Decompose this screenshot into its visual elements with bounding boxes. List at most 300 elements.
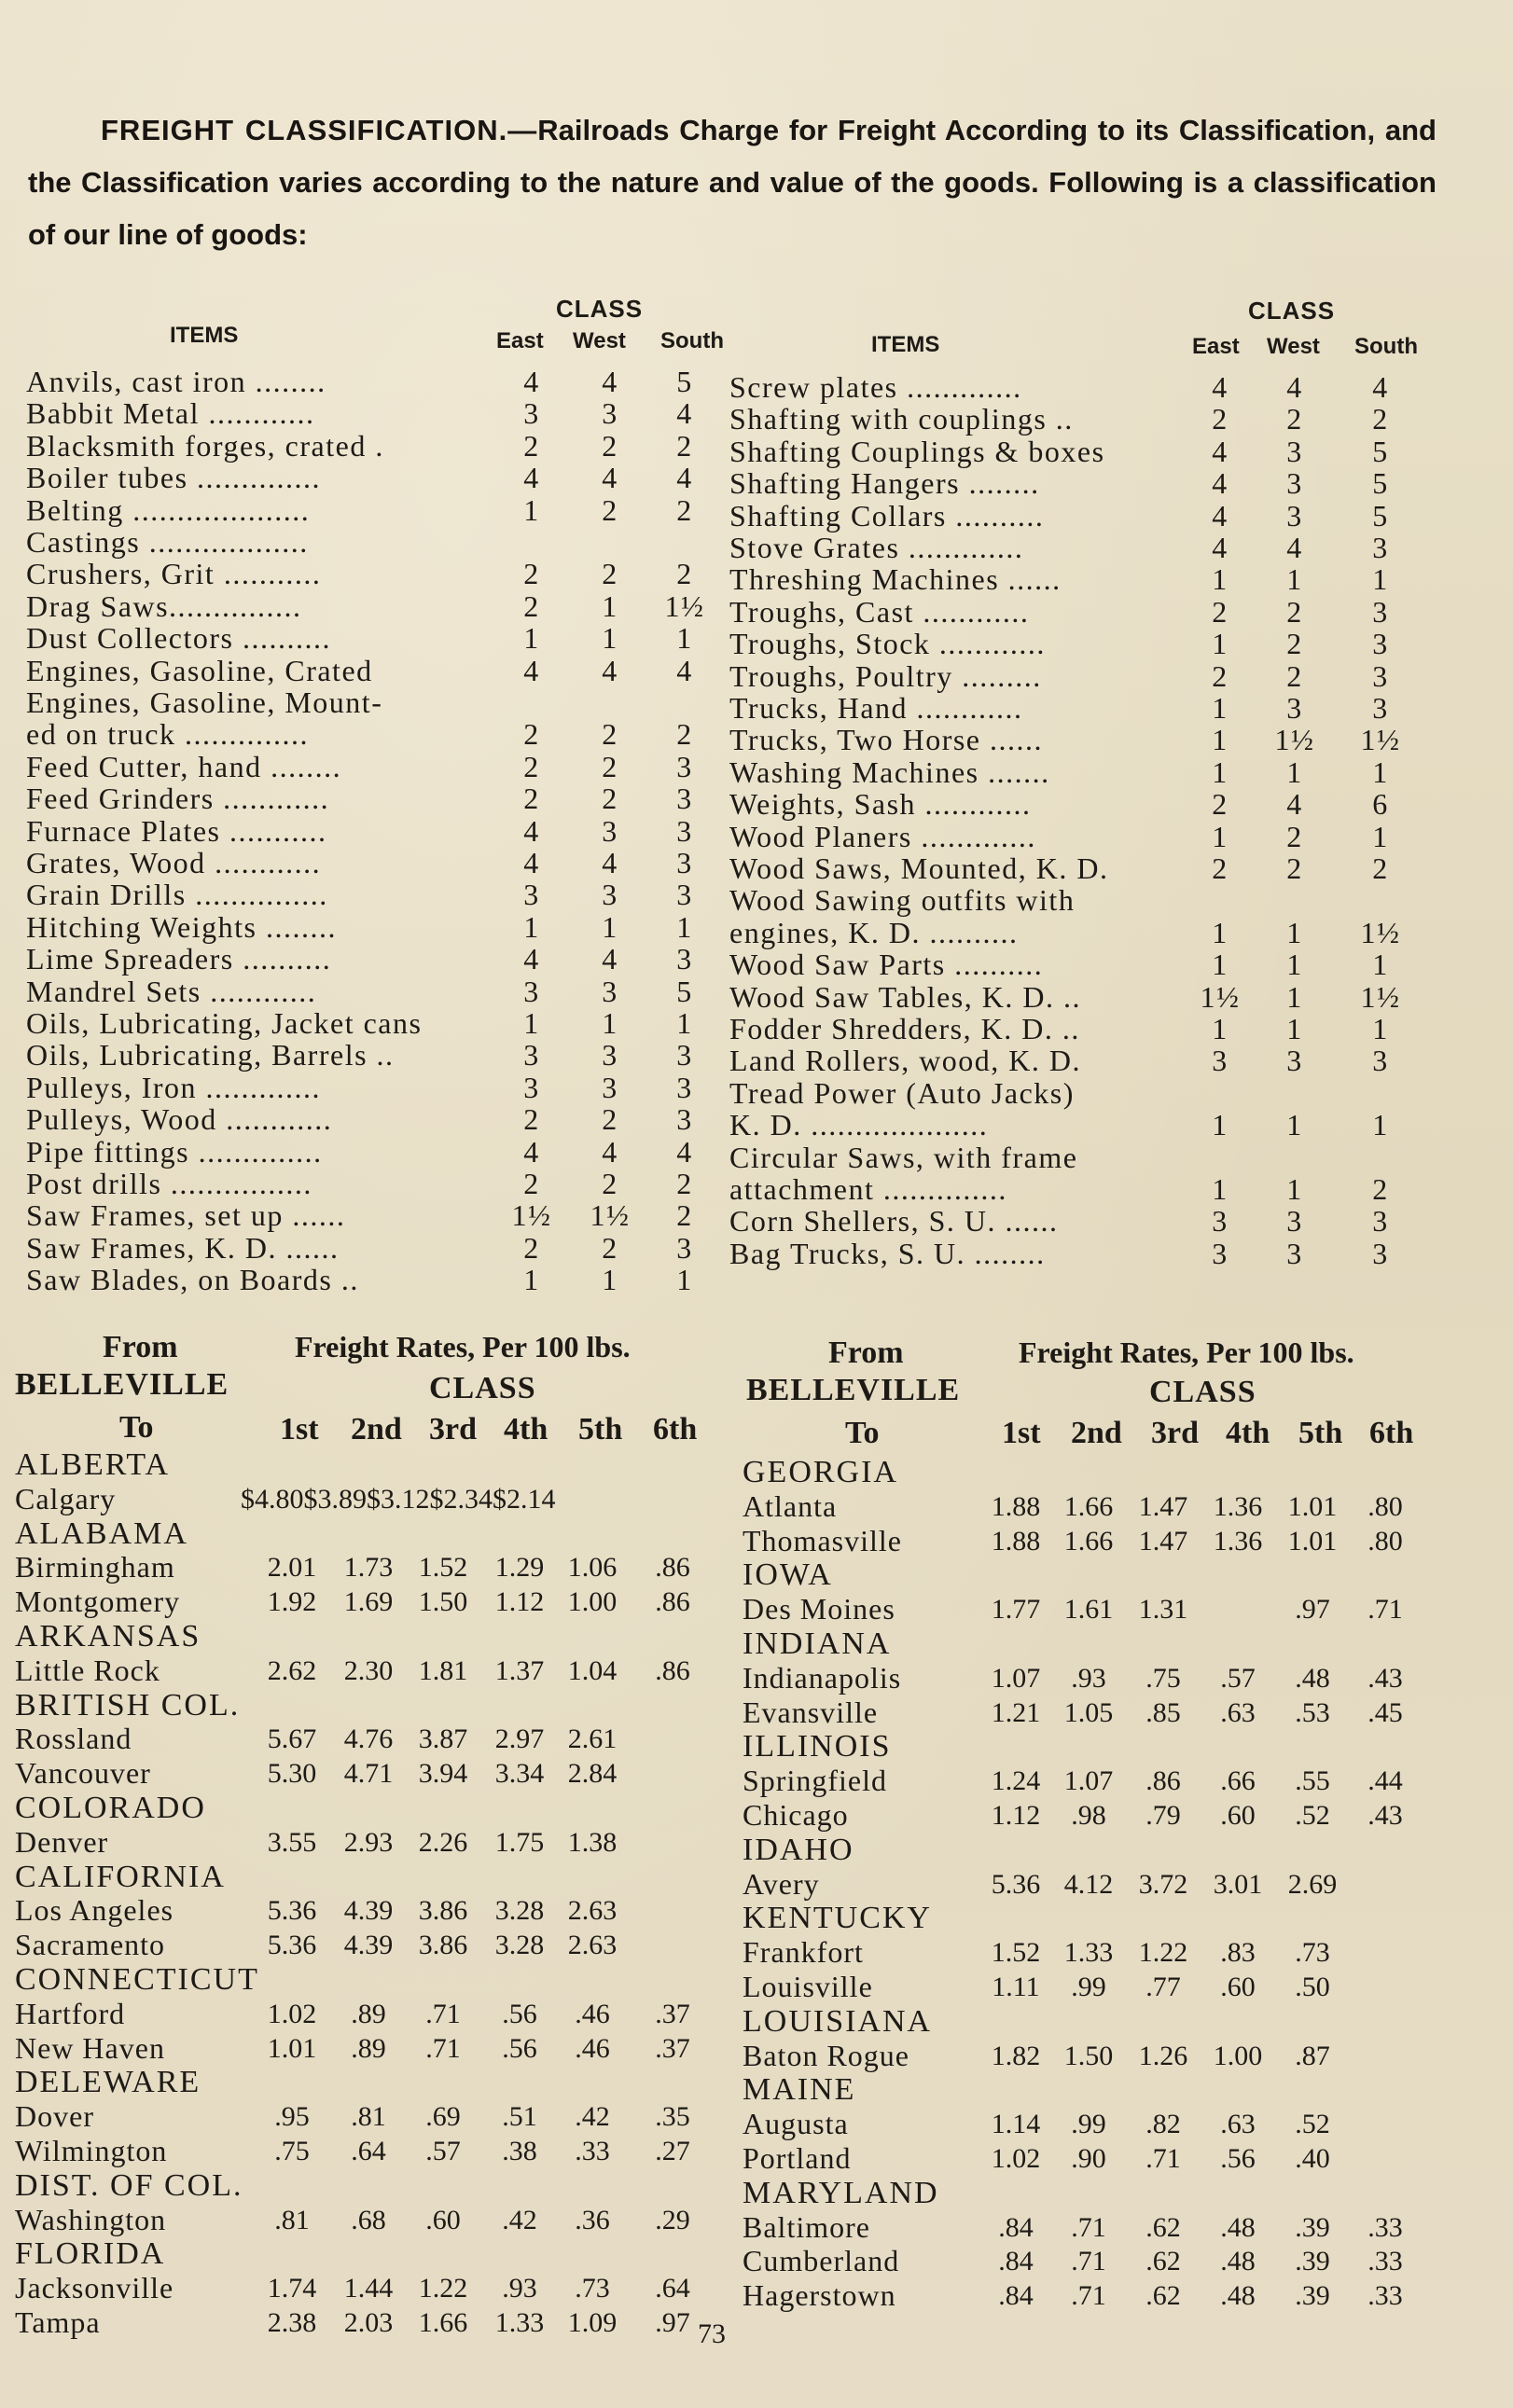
state-heading: ALABAMA bbox=[15, 1515, 188, 1551]
item-name: Wood Saws, Mounted, K. D. bbox=[729, 851, 1109, 885]
item-name: Circular Saws, with frame bbox=[729, 1140, 1078, 1174]
class-south: 3 bbox=[1372, 1044, 1389, 1078]
item-row bbox=[729, 1077, 1438, 1109]
class-east: 3 bbox=[523, 396, 540, 431]
class-south: 2 bbox=[1372, 1172, 1389, 1206]
item-name: Hitching Weights ........ bbox=[26, 909, 337, 944]
class-south: 3 bbox=[1372, 658, 1389, 693]
state-heading: FLORIDA bbox=[15, 2236, 166, 2272]
class-west: 3 bbox=[602, 878, 618, 912]
class-south: 5 bbox=[676, 365, 693, 398]
rate-class-2: 1.50 bbox=[1063, 2040, 1114, 2071]
rate-class-2: .99 bbox=[1071, 2109, 1106, 2140]
city-name: Tampa bbox=[15, 2305, 101, 2339]
item-row bbox=[729, 1205, 1438, 1237]
item-row bbox=[26, 558, 716, 589]
rate-class-5: .50 bbox=[1295, 1972, 1330, 2002]
item-name: Grain Drills ............... bbox=[26, 878, 328, 912]
item-name: Blacksmith forges, crated . bbox=[26, 428, 384, 463]
rate-class-6: .44 bbox=[1367, 1765, 1403, 1797]
class-east: 1½ bbox=[1200, 979, 1241, 1014]
class-west: 1 bbox=[602, 621, 618, 656]
class-west: 4 bbox=[602, 461, 618, 495]
class-south: 2 bbox=[676, 1167, 693, 1200]
rate-class-3: 1.50 bbox=[418, 1586, 468, 1618]
rate-class-1: 5.36 bbox=[267, 1930, 317, 1961]
item-row bbox=[729, 1238, 1438, 1269]
city-name: Sacramento bbox=[15, 1928, 166, 1962]
class-east: 1½ bbox=[511, 1198, 552, 1233]
rates-c6-left: 6th bbox=[653, 1412, 698, 1446]
item-row bbox=[729, 756, 1438, 788]
rates-c5-left: 5th bbox=[578, 1412, 623, 1446]
class-south: 1 bbox=[676, 1263, 693, 1297]
item-row bbox=[729, 1045, 1438, 1076]
city-name: Avery bbox=[743, 1866, 820, 1901]
class-south: 4 bbox=[1372, 370, 1389, 404]
item-row bbox=[729, 821, 1438, 852]
class-south: 4 bbox=[676, 653, 693, 687]
city-name: Hagerstown bbox=[743, 2278, 896, 2313]
item-row bbox=[26, 1136, 716, 1168]
state-heading: DELEWARE bbox=[15, 2065, 201, 2100]
item-name: Saw Frames, set up ...... bbox=[26, 1198, 346, 1233]
rate-class-2: 2.93 bbox=[343, 1826, 394, 1858]
item-row bbox=[729, 1013, 1438, 1045]
state-heading: CALIFORNIA bbox=[15, 1859, 226, 1894]
class-west: 3 bbox=[602, 1070, 618, 1104]
rate-class-3: .71 bbox=[425, 2032, 461, 2064]
item-row bbox=[26, 718, 716, 750]
state-heading: DIST. OF COL. bbox=[15, 2167, 243, 2203]
rate-class-3: 1.66 bbox=[418, 2307, 468, 2338]
class-west: 1 bbox=[1286, 948, 1303, 982]
city-name: Birmingham bbox=[15, 1550, 175, 1585]
item-row bbox=[729, 692, 1438, 724]
item-row bbox=[26, 815, 716, 847]
city-name: Calgary bbox=[15, 1481, 117, 1515]
rate-class-2: 1.33 bbox=[1063, 1937, 1114, 1969]
rate-class-6: .33 bbox=[1367, 2211, 1403, 2243]
class-east: 4 bbox=[523, 653, 540, 687]
item-name: Castings .................. bbox=[26, 525, 309, 559]
rates-from-left: From bbox=[103, 1330, 178, 1364]
item-name: Troughs, Cast ............ bbox=[729, 594, 1030, 629]
rate-class-3: 3.72 bbox=[1138, 1868, 1188, 1900]
rate-class-4: .63 bbox=[1220, 2109, 1256, 2140]
rates-c2-right: 2nd bbox=[1071, 1416, 1122, 1450]
class-south: 5 bbox=[676, 974, 693, 1008]
class-west: 2 bbox=[602, 717, 618, 752]
class-west: 1 bbox=[1286, 979, 1303, 1014]
rate-class-3: 1.31 bbox=[1138, 1594, 1188, 1626]
rate-class-1: 3.55 bbox=[267, 1826, 317, 1858]
rates-c3-left: 3rd bbox=[429, 1412, 477, 1446]
item-row bbox=[729, 500, 1438, 532]
item-name: Trucks, Two Horse ...... bbox=[729, 723, 1043, 757]
rate-class-5: .39 bbox=[1295, 2246, 1330, 2277]
rate-class-5: .46 bbox=[575, 1998, 610, 2029]
rate-class-5: .52 bbox=[1295, 1800, 1330, 1831]
rate-class-4: 1.37 bbox=[494, 1654, 545, 1686]
item-row bbox=[729, 403, 1438, 435]
city-name: Frankfort bbox=[743, 1935, 864, 1970]
rate-class-3: 3.87 bbox=[418, 1723, 468, 1755]
intro-text: Railroads Charge for Freight According to its Classification, and the Classification varies according to the nature and value of the goods. Following is a classification of our line of goods: bbox=[28, 114, 1437, 251]
rate-class-6: .86 bbox=[655, 1654, 690, 1686]
class-west: 4 bbox=[1286, 531, 1303, 564]
rate-class-6: .80 bbox=[1367, 1525, 1403, 1557]
item-name: engines, K. D. .......... bbox=[729, 915, 1019, 949]
class-east: 1 bbox=[523, 909, 540, 944]
item-name: Saw Blades, on Boards .. bbox=[26, 1263, 359, 1297]
class-south: 1½ bbox=[664, 588, 705, 623]
rate-class-2: .71 bbox=[1071, 2280, 1106, 2312]
rate-class-1: .84 bbox=[998, 2211, 1034, 2243]
item-name: ed on truck .............. bbox=[26, 717, 309, 752]
rate-class-2: 1.07 bbox=[1063, 1765, 1114, 1797]
rate-class-6: .86 bbox=[655, 1552, 690, 1584]
class-east: 3 bbox=[1212, 1204, 1228, 1239]
class-east: 4 bbox=[523, 846, 540, 879]
rate-class-3: .82 bbox=[1145, 2109, 1181, 2140]
rates-c2-left: 2nd bbox=[351, 1412, 402, 1446]
class-south: 5 bbox=[1372, 498, 1389, 533]
rate-class-4: 3.28 bbox=[494, 1930, 545, 1961]
rate-class-4: .56 bbox=[1220, 2143, 1256, 2174]
class-south: 5 bbox=[1372, 434, 1389, 468]
rate-class-3: 3.86 bbox=[418, 1895, 468, 1927]
item-row bbox=[26, 494, 716, 526]
west-header-left: West bbox=[573, 328, 626, 353]
rate-class-1: 1.82 bbox=[991, 2040, 1041, 2071]
rate-class-5: .48 bbox=[1295, 1662, 1330, 1694]
class-west: 2 bbox=[602, 428, 618, 463]
city-name: Denver bbox=[15, 1824, 109, 1859]
rate-class-4: .56 bbox=[502, 1998, 537, 2029]
rate-class-3: .60 bbox=[425, 2204, 461, 2235]
state-heading: LOUISIANA bbox=[743, 2003, 933, 2039]
item-name: Screw plates ............. bbox=[729, 370, 1022, 404]
class-east: 2 bbox=[523, 588, 540, 623]
class-east: 1 bbox=[523, 492, 540, 527]
class-west: 3 bbox=[1286, 1236, 1303, 1270]
rate-class-4: 1.00 bbox=[1213, 2040, 1263, 2071]
rate-class-1: 1.02 bbox=[991, 2143, 1041, 2174]
class-west: 2 bbox=[602, 492, 618, 527]
rate-class-1: 1.01 bbox=[267, 2032, 317, 2064]
item-name: Weights, Sash ............ bbox=[729, 787, 1032, 822]
rate-class-3: .69 bbox=[425, 2101, 461, 2133]
item-name: attachment .............. bbox=[729, 1172, 1007, 1206]
item-row bbox=[729, 628, 1438, 659]
class-west: 3 bbox=[1286, 691, 1303, 725]
rate-class-2: .81 bbox=[351, 2101, 386, 2133]
rate-class-2: .89 bbox=[351, 2032, 386, 2064]
rate-class-1: 1.77 bbox=[991, 1594, 1041, 1626]
class-south: 6 bbox=[1372, 787, 1389, 822]
south-header-left: South bbox=[660, 328, 724, 353]
rate-class-2: 1.44 bbox=[343, 2273, 394, 2304]
rates-c4-left: 4th bbox=[504, 1412, 548, 1446]
rate-class-2: 2.30 bbox=[343, 1654, 394, 1686]
item-row bbox=[26, 1103, 716, 1135]
rate-class-1: 1.02 bbox=[267, 1998, 317, 2029]
class-east: 3 bbox=[523, 974, 540, 1008]
item-name: Fodder Shredders, K. D. .. bbox=[729, 1012, 1080, 1045]
rate-class-6: .33 bbox=[1367, 2280, 1403, 2312]
rate-class-5: .40 bbox=[1295, 2143, 1330, 2174]
class-east: 1 bbox=[523, 1006, 540, 1040]
class-south: 1 bbox=[1372, 754, 1389, 789]
page-number: 73 bbox=[698, 2318, 726, 2349]
city-name: Rossland bbox=[15, 1722, 132, 1756]
rate-class-4: 2.97 bbox=[494, 1723, 545, 1755]
class-west: 2 bbox=[1286, 819, 1303, 853]
rate-class-1: .95 bbox=[274, 2101, 310, 2133]
class-south: 1 bbox=[1372, 1012, 1389, 1045]
rate-class-3: .85 bbox=[1145, 1696, 1181, 1728]
class-south: 1 bbox=[676, 909, 693, 944]
rate-class-2: .68 bbox=[351, 2204, 386, 2235]
item-name: Feed Grinders ............ bbox=[26, 782, 330, 816]
class-south: 1 bbox=[1372, 562, 1389, 597]
class-west: 3 bbox=[1286, 1204, 1303, 1239]
rates-title-right: Freight Rates, Per 100 lbs. bbox=[1019, 1335, 1354, 1369]
class-west: 2 bbox=[1286, 851, 1303, 885]
rate-class-6: .45 bbox=[1367, 1696, 1403, 1728]
class-east: 2 bbox=[523, 749, 540, 783]
rate-class-3: .62 bbox=[1145, 2280, 1181, 2312]
rate-class-1: 1.52 bbox=[991, 1937, 1041, 1969]
class-east: 2 bbox=[523, 557, 540, 591]
class-south: 3 bbox=[676, 846, 693, 879]
city-name: Augusta bbox=[743, 2107, 849, 2141]
item-row bbox=[729, 1142, 1438, 1173]
rate-class-2: .89 bbox=[351, 1998, 386, 2029]
rate-class-4: .60 bbox=[1220, 1800, 1256, 1831]
rate-class-1: .75 bbox=[274, 2136, 310, 2166]
class-east: 3 bbox=[523, 1038, 540, 1073]
item-row bbox=[729, 596, 1438, 628]
class-west: 3 bbox=[1286, 466, 1303, 501]
item-name: Furnace Plates ........... bbox=[26, 813, 327, 848]
rate-class-5: 2.84 bbox=[567, 1758, 618, 1790]
rates-to-right: To bbox=[845, 1416, 880, 1450]
rate-class-4: .63 bbox=[1220, 1696, 1256, 1728]
rate-class-3: .77 bbox=[1145, 1972, 1181, 2002]
rate-class-3: .71 bbox=[425, 1998, 461, 2029]
class-east: 3 bbox=[523, 1070, 540, 1104]
rates-c3-right: 3rd bbox=[1151, 1416, 1199, 1450]
item-row bbox=[729, 948, 1438, 980]
rate-class-1: 1.12 bbox=[991, 1800, 1041, 1831]
west-header-right: West bbox=[1267, 334, 1320, 359]
class-south: 3 bbox=[676, 878, 693, 912]
item-row bbox=[26, 943, 716, 975]
rates-to-left: To bbox=[119, 1410, 154, 1445]
item-row bbox=[26, 397, 716, 429]
items-header-right: ITEMS bbox=[871, 332, 940, 357]
class-west: 1½ bbox=[590, 1198, 631, 1233]
rate-class-6: .64 bbox=[655, 2273, 690, 2304]
rate-class-1: 5.67 bbox=[267, 1723, 317, 1755]
state-heading: ARKANSAS bbox=[15, 1619, 201, 1654]
class-east: 1 bbox=[1212, 562, 1228, 597]
item-row bbox=[729, 563, 1438, 595]
state-heading: INDIANA bbox=[743, 1626, 892, 1661]
state-heading: BRITISH COL. bbox=[15, 1687, 241, 1723]
state-heading: MAINE bbox=[743, 2072, 856, 2108]
class-south: 2 bbox=[1372, 402, 1389, 436]
class-east: 4 bbox=[1212, 466, 1228, 501]
item-row bbox=[26, 655, 716, 686]
class-south: 2 bbox=[676, 492, 693, 527]
class-south: 1 bbox=[1372, 1108, 1389, 1142]
item-row bbox=[729, 532, 1438, 563]
class-east: 1 bbox=[1212, 1108, 1228, 1142]
rate-class-3: 3.86 bbox=[418, 1930, 468, 1961]
class-west: 1 bbox=[1286, 1012, 1303, 1045]
rate-class-2: 1.73 bbox=[343, 1552, 394, 1584]
class-east: 1 bbox=[523, 1263, 540, 1297]
rate-class-1: 1.88 bbox=[991, 1490, 1041, 1522]
rate-class-2: 1.66 bbox=[1063, 1525, 1114, 1557]
rate-class-1: 2.38 bbox=[267, 2307, 317, 2338]
city-name: Vancouver bbox=[15, 1756, 151, 1791]
class-west: 2 bbox=[602, 782, 618, 816]
rate-class-2: 4.76 bbox=[343, 1723, 394, 1755]
item-row bbox=[729, 436, 1438, 467]
item-name: Oils, Lubricating, Jacket cans bbox=[26, 1006, 423, 1040]
rate-class-5: 2.63 bbox=[567, 1895, 618, 1927]
class-south: 3 bbox=[676, 1102, 693, 1137]
rate-class-1: 1.07 bbox=[991, 1662, 1041, 1694]
rate-class-2: .90 bbox=[1071, 2143, 1106, 2174]
rate-class-5: .39 bbox=[1295, 2211, 1330, 2243]
rate-class-3: 1.81 bbox=[418, 1654, 468, 1686]
rate-class-4: 3.01 bbox=[1213, 1868, 1263, 1900]
class-west: 4 bbox=[602, 846, 618, 879]
item-name: Belting .................... bbox=[26, 492, 311, 527]
rate-class-2: 4.71 bbox=[343, 1758, 394, 1790]
item-row bbox=[26, 430, 716, 462]
rates-c4-right: 4th bbox=[1226, 1416, 1270, 1450]
class-south: 3 bbox=[1372, 1204, 1389, 1239]
rate-class-6: .43 bbox=[1367, 1662, 1403, 1694]
class-west: 3 bbox=[602, 1038, 618, 1073]
item-name: Engines, Gasoline, Crated bbox=[26, 653, 373, 687]
class-west: 4 bbox=[1286, 370, 1303, 404]
item-name: Pulleys, Iron ............. bbox=[26, 1070, 322, 1104]
class-east: 2 bbox=[523, 1102, 540, 1137]
item-name: Pipe fittings .............. bbox=[26, 1134, 323, 1169]
class-west: 4 bbox=[602, 653, 618, 687]
class-east: 1 bbox=[1212, 754, 1228, 789]
class-west: 2 bbox=[602, 1167, 618, 1200]
class-east: 4 bbox=[1212, 498, 1228, 533]
class-south: 1 bbox=[676, 621, 693, 656]
class-south: 1½ bbox=[1360, 723, 1401, 757]
class-south: 3 bbox=[1372, 531, 1389, 564]
rate-class-5: .87 bbox=[1295, 2040, 1330, 2071]
class-west: 3 bbox=[602, 396, 618, 431]
item-row bbox=[26, 879, 716, 910]
item-name: Tread Power (Auto Jacks) bbox=[729, 1075, 1075, 1110]
rate-class-2: 1.66 bbox=[1063, 1490, 1114, 1522]
rate-class-1: 1.11 bbox=[992, 1972, 1040, 2002]
rates-c6-right: 6th bbox=[1369, 1416, 1414, 1450]
intro-heading: FREIGHT CLASSIFICATION.— bbox=[101, 114, 538, 146]
state-heading: KENTUCKY bbox=[743, 1901, 932, 1936]
class-east: 2 bbox=[1212, 787, 1228, 822]
rate-class-1: 2.01 bbox=[267, 1552, 317, 1584]
city-name: Springfield bbox=[743, 1764, 887, 1798]
class-south: 4 bbox=[676, 1134, 693, 1169]
item-row bbox=[26, 1264, 716, 1295]
class-south: 1 bbox=[1372, 819, 1389, 853]
city-name: Los Angeles bbox=[15, 1893, 174, 1928]
rate-class-4: .66 bbox=[1220, 1765, 1256, 1797]
class-west: 2 bbox=[1286, 658, 1303, 693]
item-name: Land Rollers, wood, K. D. bbox=[729, 1044, 1082, 1078]
state-heading: ILLINOIS bbox=[743, 1729, 892, 1764]
class-east: 2 bbox=[1212, 658, 1228, 693]
class-west: 4 bbox=[1286, 787, 1303, 822]
item-name: Lime Spreaders .......... bbox=[26, 942, 332, 976]
item-name: Boiler tubes .............. bbox=[26, 461, 322, 495]
rates-class-right: CLASS bbox=[1149, 1375, 1256, 1409]
item-name: Engines, Gasoline, Mount- bbox=[26, 685, 383, 719]
class-south: 2 bbox=[676, 1198, 693, 1233]
class-west: 2 bbox=[1286, 627, 1303, 661]
class-east: 1 bbox=[1212, 1012, 1228, 1045]
rate-class-1: .84 bbox=[998, 2280, 1034, 2312]
rate-class-3: 3.94 bbox=[418, 1758, 468, 1790]
rate-class-4: .57 bbox=[1220, 1662, 1256, 1694]
city-name: Montgomery bbox=[15, 1585, 181, 1619]
state-heading: COLORADO bbox=[15, 1791, 206, 1825]
item-name: Wood Saw Tables, K. D. .. bbox=[729, 979, 1081, 1014]
item-row bbox=[729, 788, 1438, 820]
rate-class-2: 4.39 bbox=[343, 1895, 394, 1927]
rate-class-6: .35 bbox=[655, 2101, 690, 2133]
item-name: Wood Sawing outfits with bbox=[729, 883, 1076, 918]
item-name: Oils, Lubricating, Barrels .. bbox=[26, 1038, 395, 1073]
class-east: 2 bbox=[523, 782, 540, 816]
class-east: 2 bbox=[523, 428, 540, 463]
class-west: 4 bbox=[602, 942, 618, 976]
rate-class-4: 1.36 bbox=[1213, 1490, 1263, 1522]
rate-class-5: .73 bbox=[575, 2273, 610, 2304]
rate-class-1: 1.14 bbox=[991, 2109, 1041, 2140]
item-row bbox=[26, 526, 716, 558]
rate-class-6: .71 bbox=[1367, 1594, 1403, 1626]
city-name: Louisville bbox=[743, 1970, 873, 2003]
class-south: 2 bbox=[1372, 851, 1389, 885]
item-row bbox=[729, 660, 1438, 692]
class-east: 1 bbox=[1212, 1172, 1228, 1206]
class-west: 3 bbox=[602, 974, 618, 1008]
item-row bbox=[26, 1199, 716, 1231]
item-row bbox=[26, 366, 716, 397]
rate-class-2: .98 bbox=[1071, 1800, 1106, 1831]
class-east: 3 bbox=[523, 878, 540, 912]
city-name: New Haven bbox=[15, 2030, 165, 2065]
rate-class-4: 1.29 bbox=[494, 1552, 545, 1584]
rates-class-left: CLASS bbox=[429, 1371, 536, 1405]
class-east: 2 bbox=[523, 1230, 540, 1265]
